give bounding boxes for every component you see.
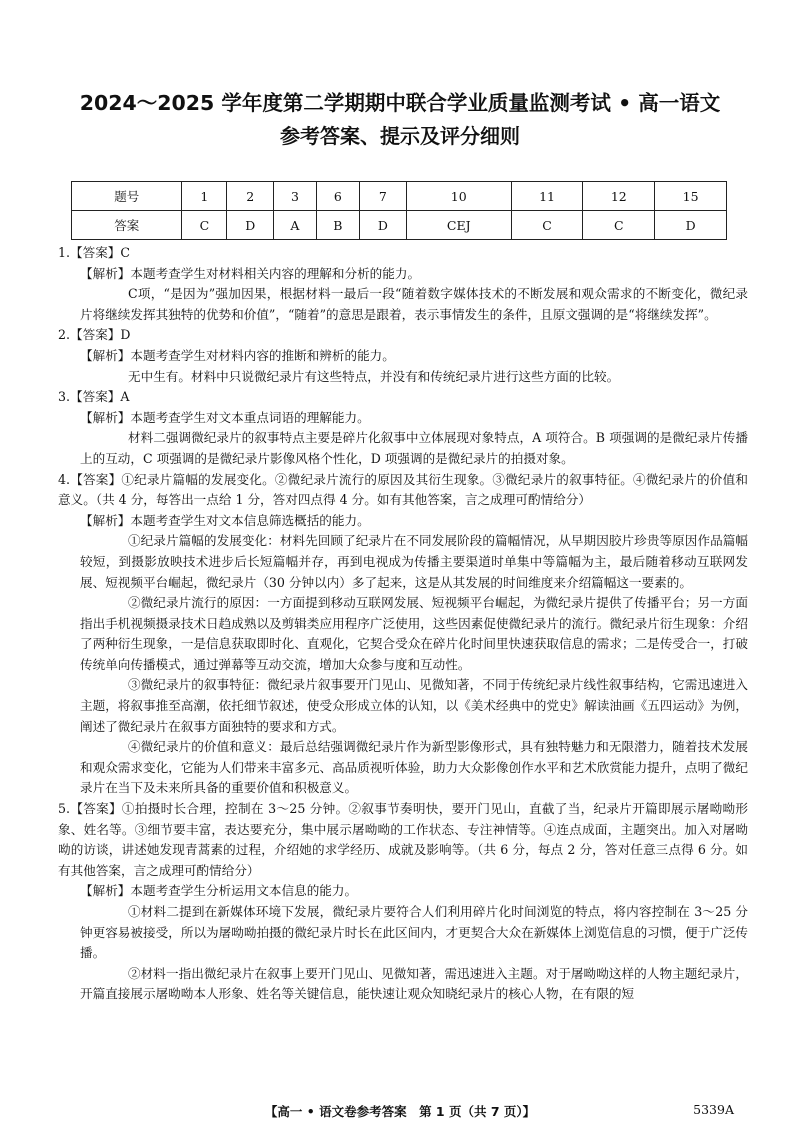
explanation-paragraph: 【解析】本题考查学生分析运用文本信息的能力。 <box>80 883 358 899</box>
answer-cell: C <box>583 211 655 240</box>
paper-code: 5339A <box>693 1102 734 1117</box>
explanation-paragraph: 2.【答案】D <box>58 327 131 343</box>
explanation-paragraph: 5.【答案】①拍摄时长合理，控制在 3～25 分钟。②叙事节奏明快，要开门见山，直截了当，纪录片开篇即展示屠呦呦形象、姓名等。③细节要丰富，表达要充分，集中展示屠呦呦的工作状态、专注神情等。④连点成面，主题突出。加入对屠呦呦的访谈，讲述她发现青蒿素的过程，介绍她的求学经历、成就及影响等。（共 6 分，每点 2 分，答对任意三点得 6 分。如有其他答案，言之成理可酌情给分） <box>58 801 748 878</box>
explanation-paragraph: 【解析】本题考查学生对文本信息筛选概括的能力。 <box>80 512 370 528</box>
question-number: 11 <box>511 182 583 211</box>
explanation-paragraph: 1.【答案】C <box>58 245 131 260</box>
explanation-paragraph: 【解析】本题考查学生对材料内容的推断和辨析的能力。 <box>80 347 395 363</box>
explanation-paragraph: 【解析】本题考查学生对材料相关内容的理解和分析的能力。 <box>80 265 421 281</box>
row-header-answer: 答案 <box>72 211 182 240</box>
explanation-paragraph: ③微纪录片的叙事特征：微纪录片叙事要开门见山、见微知著，不同于传统纪录片线性叙事结构，它需迅速进入主题，将叙事推至高潮，依托细节叙述，使受众形成立体的认知，以《美术经典中的党史》解读油画《五四运动》为例，阐述了微纪录片在叙事方面独特的要求和方式。 <box>80 677 748 734</box>
explanation-paragraph: ②材料一指出微纪录片在叙事上要开门见山、见微知著，需迅速进入主题。对于屠呦呦这样的人物主题纪录片，开篇直接展示屠呦呦本人形象、姓名等关键信息，能快速让观众知晓纪录片的核心人物，在有限的短 <box>80 965 748 1002</box>
question-number: 10 <box>406 182 511 211</box>
answer-cell: D <box>359 211 406 240</box>
answer-cell: C <box>182 211 227 240</box>
row-header-number: 题号 <box>72 182 182 211</box>
answer-table <box>71 181 727 240</box>
exam-subtitle: 参考答案、提示及评分细则 <box>280 124 520 148</box>
question-number: 2 <box>227 182 274 211</box>
answer-cell: C <box>511 211 583 240</box>
answer-row <box>72 211 727 240</box>
question-number: 15 <box>655 182 727 211</box>
answer-cell: B <box>316 211 359 240</box>
question-number-row <box>72 182 727 211</box>
explanation-paragraph: C项，“是因为”强加因果，根据材料一最后一段“随着数字媒体技术的不断发展和观众需求的不断变化，微纪录片将继续发挥其独特的优势和价值”，“随着”的意思是跟着，表示事情发生的条件，且原文强调的是“将继续发挥”。 <box>80 286 748 322</box>
explanation-paragraph: 无中生有。材料中只说微纪录片有这些特点，并没有和传统纪录片进行这些方面的比较。 <box>128 368 620 384</box>
explanation-paragraph: 【解析】本题考查学生对文本重点词语的理解能力。 <box>80 409 370 425</box>
exam-title: 2024～2025 学年度第二学期期中联合学业质量监测考试 • 高一语文 <box>79 91 721 115</box>
page-footer: 【高一 • 语文卷参考答案 第 1 页（共 7 页）】 <box>264 1104 536 1119</box>
answer-cell: CEJ <box>406 211 511 240</box>
explanation-paragraph: ①纪录片篇幅的发展变化：材料先回顾了纪录片在不同发展阶段的篇幅情况，从早期因胶片珍贵等原因作品篇幅较短，到摄影放映技术进步后长短篇幅并存，再到电视成为传播主要渠道时单集中等篇幅为主，最后随着移动互联网发展、短视频平台崛起，微纪录片（30 分钟以内）多了起来，这是从其发展的时间维度来介绍篇幅这一要素的。 <box>80 533 748 590</box>
explanation-paragraph: ④微纪录片的价值和意义：最后总结强调微纪录片作为新型影像形式，具有独特魅力和无限潜力，随着技术发展和观众需求变化，它能为人们带来丰富多元、高品质视听体验，助力大众影像创作水平和艺术欣赏能力提升，点明了微纪录片在当下及未来所具备的重要价值和积极意义。 <box>80 739 748 796</box>
explanation-paragraph: 3.【答案】A <box>58 389 130 405</box>
answer-explanations <box>58 243 748 1005</box>
question-number: 7 <box>359 182 406 211</box>
explanation-paragraph: ①材料二提到在新媒体环境下发展，微纪录片要符合人们利用碎片化时间浏览的特点，将内容控制在 3～25 分钟更容易被接受，所以为屠呦呦拍摄的微纪录片时长在此区间内，才更契合大众在新媒体上浏览信息的习惯，便于广泛传播。 <box>80 904 748 961</box>
question-number: 6 <box>316 182 359 211</box>
question-number: 1 <box>182 182 227 211</box>
explanation-paragraph: ②微纪录片流行的原因：一方面提到移动互联网发展、短视频平台崛起，为微纪录片提供了传播平台；另一方面指出手机视频摄录技术日趋成熟以及剪辑类应用程序广泛使用，这些因素促使微纪录片的流行。微纪录片衍生现象：介绍了两种衍生现象，一是信息获取即时化、直观化，它契合受众在碎片化时间里快速获取信息的需求；二是传受合一，打破传统单向传播模式，通过弹幕等互动交流，增加大众参与度和互动性。 <box>80 595 748 672</box>
answer-cell: A <box>274 211 317 240</box>
answer-cell: D <box>227 211 274 240</box>
explanation-paragraph: 材料二强调微纪录片的叙事特点主要是碎片化叙事中立体展现对象特点，A 项符合。B 项强调的是微纪录片传播上的互动，C 项强调的是微纪录片影像风格个性化，D 项强调的是微纪录片的拍摄对象。 <box>80 430 748 466</box>
question-number: 3 <box>274 182 317 211</box>
answer-cell: D <box>655 211 727 240</box>
explanation-paragraph: 4.【答案】①纪录片篇幅的发展变化。②微纪录片流行的原因及其衍生现象。③微纪录片的叙事特征。④微纪录片的价值和意义。（共 4 分，每答出一点给 1 分，答对四点得 4 分。如有其他答案，言之成理可酌情给分） <box>58 471 748 508</box>
question-number: 12 <box>583 182 655 211</box>
